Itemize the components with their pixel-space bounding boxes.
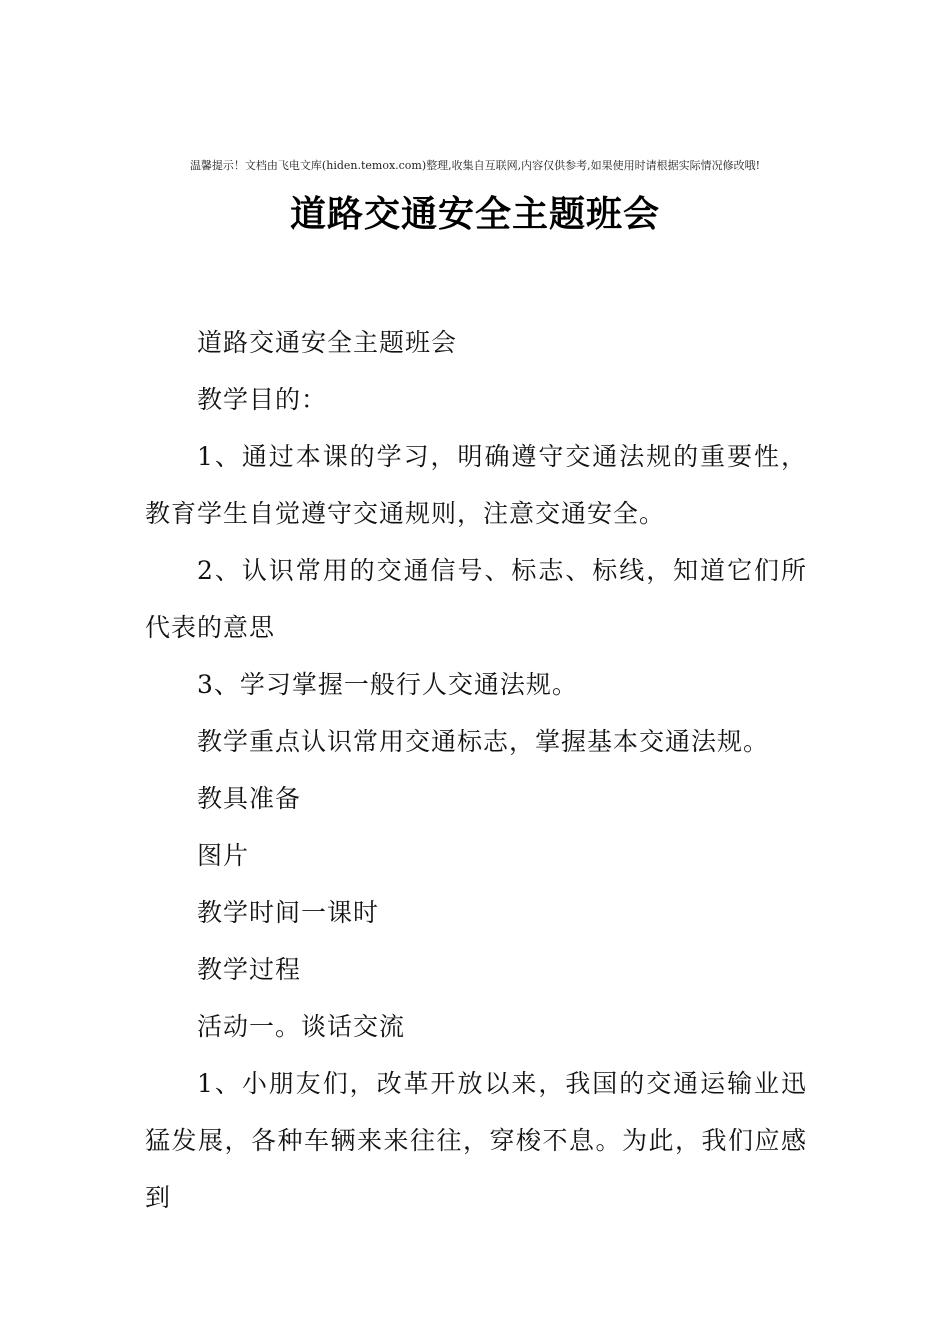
header-notice: 温馨提示！文档由飞电文库(hiden.temox.com)整理,收集自互联网,内容仅供参考,如果使用时请根据实际情况修改哦!: [189, 159, 761, 172]
paragraph-activity-1: 活动一。谈话交流: [197, 1012, 406, 1041]
paragraph-key-points: 教学重点认识常用交通标志，掌握基本交通法规。: [197, 727, 770, 756]
paragraph-process-heading: 教学过程: [197, 955, 302, 984]
paragraph-objective-1: 1、通过本课的学习，明确遵守交通法规的重要性，教育学生自觉遵守交通规则，注意交通安全。: [145, 442, 807, 528]
paragraph-objective-3: 3、学习掌握一般行人交通法规。: [197, 670, 578, 699]
document-title: 道路交通安全主题班会: [289, 193, 660, 235]
paragraph-materials-heading: 教具准备: [197, 784, 302, 813]
paragraph-objectives-heading: 教学目的：: [197, 385, 328, 414]
paragraph-subtitle: 道路交通安全主题班会: [197, 328, 458, 357]
document-body: [145, 314, 807, 1226]
paragraph-materials: 图片: [197, 841, 250, 870]
paragraph-duration: 教学时间一课时: [197, 898, 380, 927]
paragraph-objective-2: 2、认识常用的交通信号、标志、标线，知道它们所代表的意思: [145, 556, 807, 642]
paragraph-activity-1-item-1: 1、小朋友们，改革开放以来，我国的交通运输业迅猛发展，各种车辆来来往往，穿梭不息。为此，我们应感到: [145, 1069, 807, 1212]
